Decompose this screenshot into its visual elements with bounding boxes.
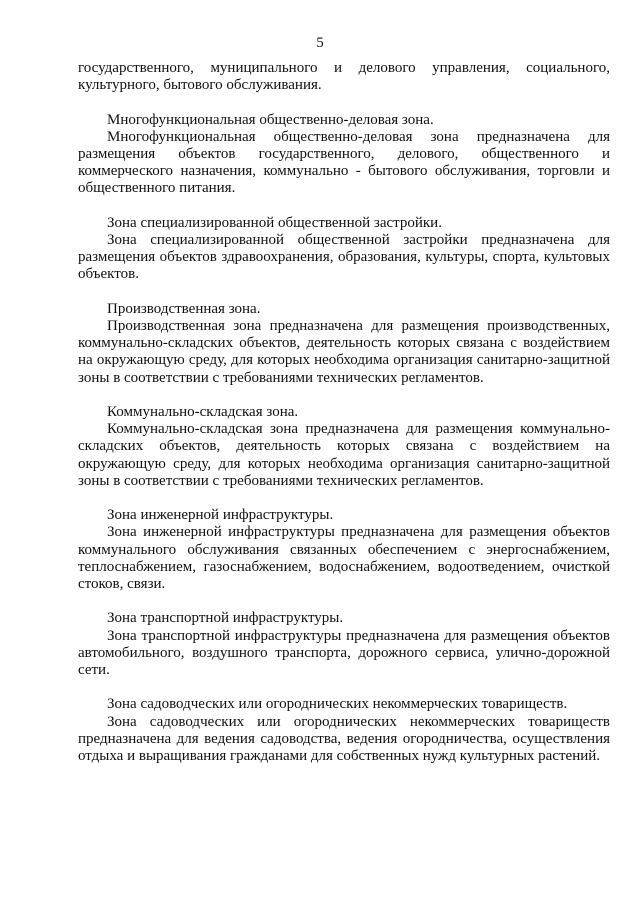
spacer	[78, 387, 610, 404]
section-title-multifunctional-business: Многофункциональная общественно-деловая зона.	[107, 111, 434, 128]
section-title-communal-warehouse: Коммунально-складская зона.	[107, 404, 299, 420]
section-title-transport-infrastructure: Зона транспортной инфраструктуры.	[107, 610, 344, 627]
spacer	[78, 490, 610, 507]
section-text-multifunctional-business: Многофункциональная общественно-деловая зона предназначена для размещения объектов государственного, делового, общественного и коммерческого назначения, коммунально - бытового обслуживания, торговли и общественного питания.	[78, 128, 610, 197]
section-text-industrial: Производственная зона предназначена для размещения производственных, коммунально-складских объектов, деятельность которых связана с воздействием на окружающую среду, для которых необходима организация санитарно-защитной зоны в соответствии с требованиями технических регламентов.	[78, 318, 610, 386]
spacer	[78, 679, 610, 696]
page-number: 5	[316, 35, 324, 51]
section-text-specialized-public: Зона специализированной общественной застройки предназначена для размещения объектов здравоохранения, образования, культуры, спорта, культовых объектов.	[78, 232, 610, 283]
section-text-transport-infrastructure: Зона транспортной инфраструктуры предназначена для размещения объектов автомобильного, воздушного транспорта, дорожного сервиса, улично-дорожной сети.	[78, 627, 610, 679]
spacer	[78, 284, 610, 301]
section-title-specialized-public: Зона специализированной общественной застройки.	[107, 214, 442, 231]
document-body	[78, 60, 610, 765]
section-title-engineering-infrastructure: Зона инженерной инфраструктуры.	[107, 507, 334, 524]
section-text-gardening-partnerships: Зона садоводческих или огороднических некоммерческих товариществ предназначена для ведения садоводства, ведения огородничества, осуществления отдыха и выращивания гражданами для собственных нужд культурных растений.	[78, 713, 610, 765]
spacer	[78, 94, 610, 111]
intro-paragraph: государственного, муниципального и делового управления, социального, культурного, бытового обслуживания.	[78, 60, 610, 94]
section-title-gardening-partnerships: Зона садоводческих или огороднических некоммерческих товариществ.	[107, 696, 568, 713]
spacer	[78, 593, 610, 610]
section-text-communal-warehouse: Коммунально-складская зона предназначена для размещения коммунально-складских объектов, деятельность которых связана с воздействием на окружающую среду, для которых необходима организация санитарно-защитной зоны в соответствии с требованиями технических регламентов.	[78, 421, 610, 489]
spacer	[78, 198, 610, 215]
section-title-industrial: Производственная зона.	[107, 300, 261, 317]
section-text-engineering-infrastructure: Зона инженерной инфраструктуры предназначена для размещения объектов коммунального обслуживания связанных обеспечением с энергоснабжением, теплоснабжением, газоснабжением, водоснабжением, водоотведением, очисткой стоков, связи.	[78, 524, 610, 593]
